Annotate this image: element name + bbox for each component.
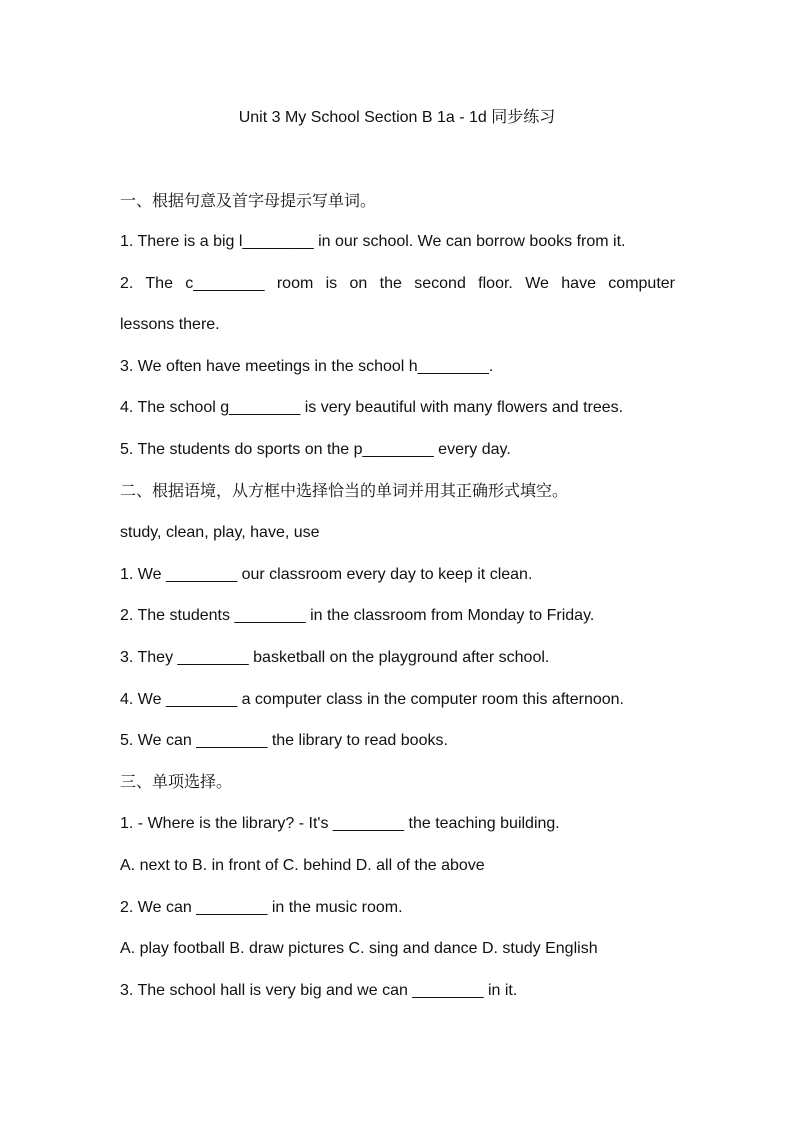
section-1-heading: 一、根据句意及首字母提示写单词。: [120, 193, 377, 210]
section-2-question-2: 2. The students ________ in the classroom from Monday to Friday.: [120, 607, 595, 624]
section-1-question-2: 2. The c________ room is on the second floor. We have computer: [120, 275, 675, 292]
section-2-question-1: 1. We ________ our classroom every day to keep it clean.: [120, 566, 533, 583]
section-2-question-3: 3. They ________ basketball on the playground after school.: [120, 649, 550, 666]
section-1-question-1: 1. There is a big l________ in our school. We can borrow books from it.: [120, 233, 626, 250]
section-2-question-5: 5. We can ________ the library to read books.: [120, 732, 448, 749]
section-2-word-box: study, clean, play, have, use: [120, 524, 320, 541]
section-2-question-4: 4. We ________ a computer class in the computer room this afternoon.: [120, 691, 624, 708]
section-1-question-3: 3. We often have meetings in the school h________.: [120, 358, 494, 375]
section-3-question-1-options: A. next to B. in front of C. behind D. all of the above: [120, 857, 485, 874]
section-1-question-2-continued: lessons there.: [120, 316, 220, 333]
section-3-heading: 三、单项选择。: [120, 774, 233, 791]
section-3-question-2: 2. We can ________ in the music room.: [120, 899, 403, 916]
section-3-question-2-options: A. play football B. draw pictures C. sing and dance D. study English: [120, 940, 598, 957]
section-1-question-4: 4. The school g________ is very beautiful with many flowers and trees.: [120, 399, 624, 416]
section-2-heading: 二、根据语境，从方框中选择恰当的单词并用其正确形式填空。: [120, 483, 569, 500]
page-title: Unit 3 My School Section B 1a - 1d 同步练习: [238, 109, 556, 126]
section-3-question-1: 1. - Where is the library? - It's ________ the teaching building.: [120, 815, 560, 832]
section-3-question-3: 3. The school hall is very big and we can ________ in it.: [120, 982, 518, 999]
section-1-question-5: 5. The students do sports on the p________ every day.: [120, 441, 511, 458]
